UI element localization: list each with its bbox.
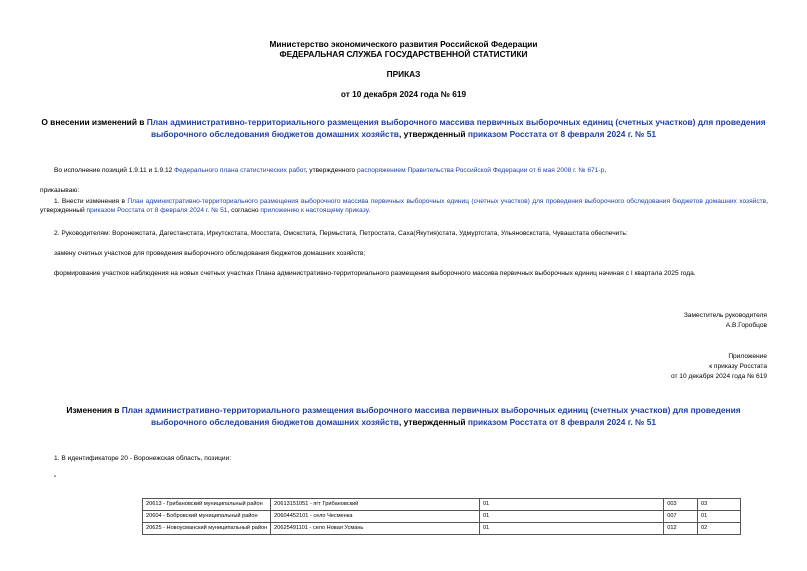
positions-table bbox=[142, 498, 764, 535]
appendix-plan-link[interactable]: План административно-территориального размещения выборочного массива первичных выборочных единиц (счетных участков) для проведения выборочного обследования бюджетов домашних хозяйств bbox=[121, 405, 741, 428]
intro-paragraph bbox=[40, 167, 768, 176]
table-cell-district: 20604 - Бобровский муниципальный район bbox=[143, 511, 271, 523]
order-link[interactable]: приказом Росстата от 8 февраля 2024 г. № 51 bbox=[467, 129, 657, 140]
item1-text-a: 1. Внести изменения в bbox=[54, 198, 128, 205]
plan-link[interactable]: План административно-территориального размещения выборочного массива первичных выборочных единиц (счетных участков) для проведения выборочного обследования бюджетов домашних хозяйств bbox=[146, 117, 766, 140]
table-cell-settlement: 20613151051 - пгт Грибановский bbox=[271, 499, 480, 511]
item1-text-c: , согласно bbox=[227, 206, 261, 214]
appendix-item-1: 1. В идентификаторе 20 - Воронежская область, позиции: bbox=[54, 455, 232, 462]
government-order-link[interactable]: распоряжением Правительства Российской Федерации от 6 мая 2008 г. № 671-р bbox=[357, 167, 605, 174]
quote-mark: " bbox=[54, 475, 57, 482]
orders-word: приказываю: bbox=[40, 187, 80, 194]
item1-text-b: , утвержденный bbox=[40, 198, 768, 214]
table-cell-code-c: 02 bbox=[697, 523, 740, 535]
appendix-title-prefix: Изменения в bbox=[66, 405, 122, 415]
table-cell-district: 20625 - Новоусманский муниципальный район bbox=[143, 523, 271, 535]
table-cell-code-a: 01 bbox=[480, 523, 664, 535]
table-cell-settlement: 20625491101 - село Новая Усмань bbox=[271, 523, 480, 535]
appendix-title bbox=[40, 404, 767, 428]
table-row bbox=[143, 511, 764, 523]
doc-type: ПРИКАЗ bbox=[386, 69, 421, 79]
federal-plan-link[interactable]: Федерального плана статистических работ bbox=[174, 167, 306, 174]
item-2-sub-2: формирование участков наблюдения на новых счетных участках Плана административно-территориального размещения выборочного массива первичных выборочных единиц начиная с I квартала 2025 года. bbox=[54, 270, 696, 277]
item-2: 2. Руководителям: Воронежстата, Дагестанстата, Иркутскстата, Мосстата, Омскстата, Пермьстата, Петростата, Саха(Якутия)стата, Удмуртстата, Ульяновскстата, Чувашстата обеспечить: bbox=[54, 230, 628, 237]
appendix-ref-line1: Приложение bbox=[728, 353, 767, 360]
intro-text-a: Во исполнение позиций 1.9.11 и 1.9.12 bbox=[54, 167, 175, 174]
table-row bbox=[143, 523, 764, 535]
ministry-name: Министерство экономического развития Российской Федерации bbox=[269, 39, 538, 49]
item1-plan-link[interactable]: План административно-территориального размещения выборочного массива первичных выборочных единиц (счетных участков) для проведения выборочного обследования бюджетов домашних хозяйств bbox=[127, 198, 767, 205]
table-cell-code-c: 03 bbox=[697, 499, 740, 511]
title-prefix: О внесении изменений в bbox=[41, 117, 147, 127]
signature-name: А.В.Горобцов bbox=[725, 322, 767, 329]
table-cell-district: 20613 - Грибановский муниципальный район bbox=[143, 499, 271, 511]
appendix-title-middle: , утвержденный bbox=[398, 417, 468, 428]
appendix-ref-line2: к приказу Росстата bbox=[709, 363, 767, 370]
table-cell-code-a: 01 bbox=[480, 511, 664, 523]
appendix-order-link[interactable]: приказом Росстата от 8 февраля 2024 г. № 51 bbox=[467, 417, 657, 428]
table-cell-code-b: 003 bbox=[664, 499, 698, 511]
table-row bbox=[143, 499, 764, 511]
item-2-sub-1: замену счетных участков для проведения выборочного обследования бюджетов домашних хозяйств; bbox=[54, 250, 366, 257]
service-name: ФЕДЕРАЛЬНАЯ СЛУЖБА ГОСУДАРСТВЕННОЙ СТАТИСТИКИ bbox=[279, 49, 528, 59]
appendix-ref-line3: от 10 декабря 2024 года № 619 bbox=[670, 373, 767, 380]
item1-text-d: . bbox=[368, 206, 371, 214]
table-cell-code-b: 012 bbox=[664, 523, 698, 535]
doc-title bbox=[40, 116, 767, 140]
table-cell-code-c: 01 bbox=[697, 511, 740, 523]
doc-date: от 10 декабря 2024 года № 619 bbox=[340, 89, 467, 99]
signature-position: Заместитель руководителя bbox=[683, 312, 767, 319]
item-1 bbox=[40, 198, 768, 215]
intro-text-b: , утвержденного bbox=[305, 167, 357, 174]
title-middle: , утвержденный bbox=[398, 129, 468, 140]
item1-order-link[interactable]: приказом Росстата от 8 февраля 2024 г. № 51 bbox=[86, 206, 228, 214]
intro-text-c: , bbox=[604, 167, 607, 174]
table-cell-code-a: 01 bbox=[480, 499, 664, 511]
table-cell-code-b: 007 bbox=[664, 511, 698, 523]
appendix-link[interactable]: приложению к настоящему приказу bbox=[260, 206, 369, 214]
table-cell-settlement: 20604452101 - село Чесменка bbox=[271, 511, 480, 523]
